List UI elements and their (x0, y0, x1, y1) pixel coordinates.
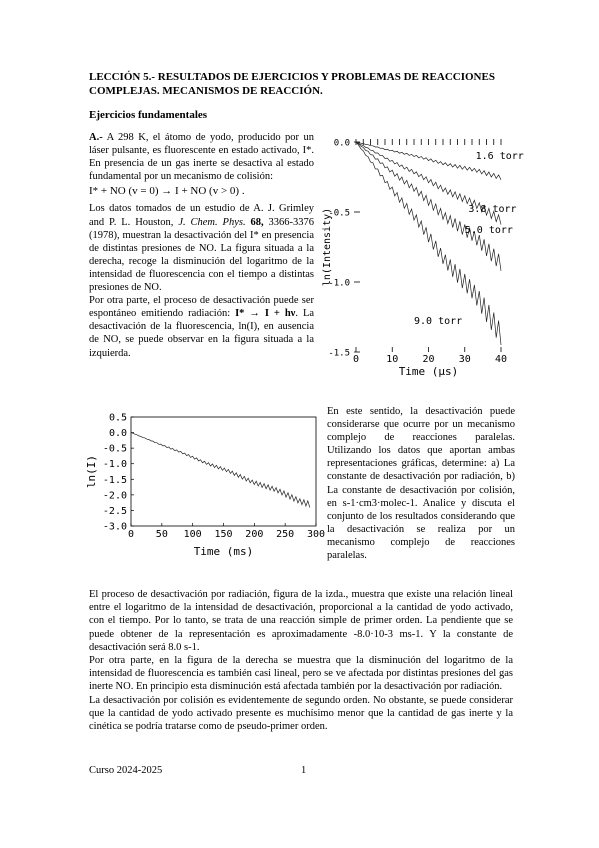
exercise-label: A.- (89, 132, 103, 143)
x-tick-label: 40 (494, 354, 508, 365)
page-title: LECCIÓN 5.- RESULTADOS DE EJERCICIOS Y PROBLEMAS DE REACCIONES COMPLEJAS. MECANISMOS DE REACCIÓN. (89, 71, 495, 97)
series-label: 3.8 torr (468, 204, 517, 215)
y-tick-label: -1.0 (328, 278, 350, 289)
x-tick-label: 50 (155, 529, 168, 540)
x-axis-label: Time (μs) (398, 365, 459, 378)
y-tick-label: 0.5 (108, 412, 127, 424)
equation-1: I* + NO (v = 0) → I + NO (v > 0) . (89, 185, 245, 198)
x-tick-label: 200 (245, 529, 264, 540)
y-axis-label: ln(Intensity) (322, 207, 333, 287)
y-tick-label: -0.5 (102, 443, 127, 455)
answer-p3: La desactivación por colisión es evidentemente de segundo orden. No obstante, se puede considerar que la cantidad de yodo activado presente es muchísimo menor que la cantidad de gas inerte y la cinética se podría tratarse como de pseudo-primer orden. (89, 694, 513, 733)
y-tick-label: -1.5 (102, 474, 127, 486)
series-label: 9.0 torr (414, 316, 463, 327)
y-tick-label: -3.0 (102, 521, 127, 533)
chart-fluorescence-no (318, 130, 524, 380)
course-label: Curso 2024-2025 (89, 765, 163, 776)
plot-frame (131, 417, 316, 526)
exercise-p3: Por otra parte, el proceso de desactivación puede ser espontáneo emitiendo radiación: I* → I + hν. La desactivación de la fluorescencia, ln(I), en ausencia de NO, se puede observar en la figura situada a la izquierda. (89, 295, 315, 359)
y-tick-label: -2.0 (102, 490, 127, 502)
x-axis-label: Time (ms) (193, 545, 254, 558)
equation-2: I* → I + hν (235, 308, 296, 320)
page-number: 1 (301, 765, 307, 776)
x-tick-label: 250 (276, 529, 295, 540)
x-tick-label: 20 (422, 354, 435, 365)
series-line (356, 142, 501, 345)
x-tick-label: 100 (183, 529, 202, 540)
x-tick-label: 0 (127, 529, 135, 540)
exercise-p4: En este sentido, la desactivación puede considerarse que ocurre por un mecanismo complejo de reacciones paralelas. Utilizando los datos que aportan ambas representaciones gráficas, determine: a) La constante de desactivación por radiación, b) La constante de desactivación por colisión, en s-1·cm3·molec-1. Analice y discuta el conjunto de los resultados considerando que la desactivación se realiza por un mecanismo complejo de reacciones paralelas. (327, 406, 515, 562)
exercise-p2: Los datos tomados de un estudio de A. J. Grimley and P. L. Houston, J. Chem. Phys. 68, 3366-3376 (1978), muestran la desactivación del I* en presencia de distintas presiones de NO. La figura situada a la derecha, recoge la disminución del logaritmo de la intensidad de fluorescencia con el tiempo a distintas presiones de NO. (89, 203, 315, 294)
chart-radiative-decay (85, 412, 326, 562)
y-axis-label: ln(I) (85, 454, 98, 489)
answer-p1: El proceso de desactivación por radiación, figura de la izda., muestra que existe una relación lineal entre el logaritmo de la intensidad de desactivación, proporcional a la cantidad de yodo activado, con el tiempo. Por lo tanto, se trata de una reacción simple de primer orden. La pendiente que se puede obtener de la representación es aproximadamente -8.0·10-3 ms-1. Y la constante de desactivación será 8.0 s-1. (89, 589, 513, 653)
x-tick-label: 150 (214, 529, 233, 540)
x-tick-label: 30 (458, 354, 471, 365)
series-label: 1.6 torr (475, 150, 524, 162)
y-tick-label: 0.0 (108, 428, 127, 440)
y-tick-label: -1.5 (328, 348, 350, 359)
section-heading: Ejercicios fundamentales (89, 109, 208, 121)
y-tick-label: -2.5 (102, 505, 127, 517)
answer-p2: Por otra parte, en la figura de la derecha se muestra que la disminución del logaritmo de la intensidad de fluorescencia es también casi lineal, pero se ve afectada por distintas presiones del gas inerte NO. En principio esta disminución está afectada también por la desactivación por radiación. (89, 655, 513, 693)
series-line (131, 433, 310, 508)
answer-text (89, 588, 513, 733)
series-label: 5.0 torr (464, 225, 513, 236)
exercise-p1: A.- A 298 K, el átomo de yodo, producido por un láser pulsante, es fluorescente en estado activado, I*. En presencia de un gas inerte se desactiva al estado fundamental por un mecanismo de colisión: (89, 132, 315, 183)
y-tick-label: -1.0 (102, 459, 127, 471)
y-tick-label: -0.5 (328, 208, 350, 219)
x-tick-label: 10 (386, 354, 399, 365)
y-tick-label: 0.0 (333, 138, 350, 149)
exercise-text-top (89, 131, 314, 360)
x-tick-label: 300 (306, 529, 326, 540)
page-footer (89, 765, 513, 776)
x-tick-label: 0 (352, 354, 360, 365)
